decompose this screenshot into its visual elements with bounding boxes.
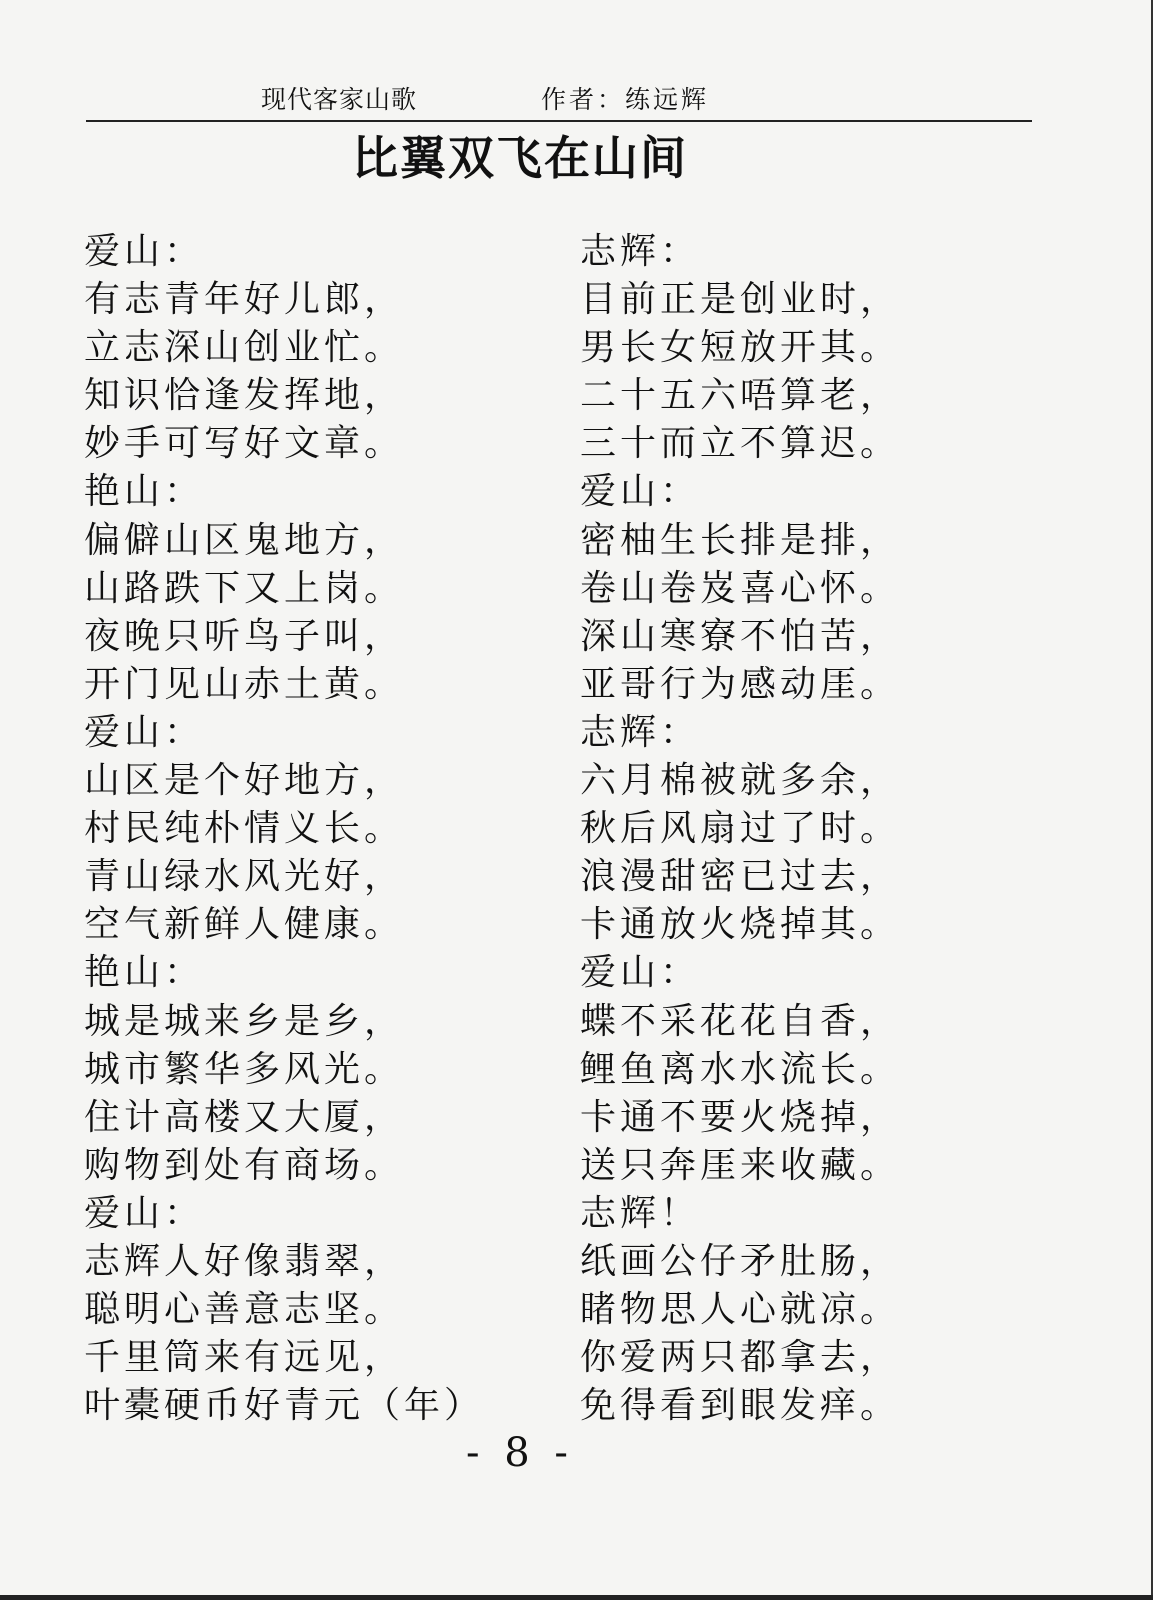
verse-line: 开门见山赤土黄。 [84, 663, 405, 705]
verse-line: 夜晚只听鸟子叫， [84, 615, 405, 657]
verse-line: 爱山： [84, 1192, 205, 1234]
verse-line: 志辉！ [580, 1192, 701, 1234]
verse-line: 志辉： [580, 231, 701, 272]
verse-line: 送只奔厓来收藏。 [580, 1144, 901, 1186]
verse-line: 鲤鱼离水水流长。 [580, 1048, 901, 1090]
verse-line: 卡通不要火烧掉， [580, 1096, 901, 1138]
verse-line: 秋后风扇过了时。 [580, 808, 901, 850]
verse-line: 妙手可写好文章。 [84, 423, 405, 465]
verse-line: 卡通放火烧掉其。 [580, 904, 901, 946]
verse-line: 睹物思人心就凉。 [580, 1289, 901, 1331]
left-column [84, 228, 484, 1430]
verse-line: 你爱两只都拿去， [580, 1337, 901, 1379]
verse-line: 城市繁华多风光。 [84, 1048, 405, 1090]
book-title: 现代客家山歌 [261, 85, 418, 114]
verse-line: 山区是个好地方， [84, 760, 405, 802]
song-title: 比翼双飞在山间 [352, 131, 688, 185]
verse-line: 志辉： [580, 711, 701, 753]
verse-line: 有志青年好儿郎， [84, 279, 405, 321]
verse-line: 免得看到眼发痒。 [580, 1385, 901, 1427]
verse-line: 叶橐硬币好青元（年） [84, 1385, 485, 1427]
verse-line: 青山绿水风光好， [84, 856, 405, 898]
verse-line: 艳山： [84, 952, 205, 994]
verse-line: 爱山： [84, 711, 205, 753]
verse-line: 城是城来乡是乡， [84, 1000, 405, 1042]
verse-line: 聪明心善意志坚。 [84, 1289, 405, 1331]
verse-line: 住计高楼又大厦， [84, 1096, 405, 1138]
verse-line: 目前正是创业时， [580, 279, 901, 321]
running-header [86, 80, 1032, 120]
verse-line: 空气新鲜人健康。 [84, 904, 405, 946]
verse-line: 二十五六唔算老， [580, 375, 901, 417]
verse-line: 知识恰逢发挥地， [84, 375, 405, 417]
verse-line: 志辉人好像翡翠， [84, 1240, 405, 1282]
verse-line: 纸画公仔矛肚肠， [580, 1240, 901, 1282]
right-column [580, 228, 900, 1430]
verse-line: 亚哥行为感动厓。 [580, 663, 901, 705]
verse-line: 六月棉被就多余， [580, 760, 901, 802]
page-number: - 8 - [466, 1430, 574, 1476]
verse-line: 深山寒寮不怕苦， [580, 615, 901, 657]
verse-line: 爱山： [84, 231, 205, 272]
verse-line: 爱山： [580, 471, 701, 513]
verse-line: 男长女短放开其。 [580, 327, 901, 369]
page-bottom-edge [0, 1595, 1153, 1600]
verse-line: 蝶不采花花自香， [580, 1000, 901, 1042]
verse-line: 购物到处有商场。 [84, 1144, 405, 1186]
verse-line: 艳山： [84, 471, 205, 513]
verse-line: 村民纯朴情义长。 [84, 808, 405, 850]
verse-line: 偏僻山区鬼地方， [84, 519, 405, 561]
verse-line: 浪漫甜密已过去， [580, 856, 901, 898]
verse-line: 爱山： [580, 952, 701, 994]
verse-line: 三十而立不算迟。 [580, 423, 901, 465]
verse-line: 千里筒来有远见， [84, 1337, 405, 1379]
verse-line: 立志深山创业忙。 [84, 327, 405, 369]
verse-line: 山路跌下又上岗。 [84, 567, 405, 609]
verse-line: 密柚生长排是排， [580, 519, 901, 561]
verse-line: 卷山卷岌喜心怀。 [580, 567, 901, 609]
author-credit: 作者：练远辉 [541, 85, 710, 114]
